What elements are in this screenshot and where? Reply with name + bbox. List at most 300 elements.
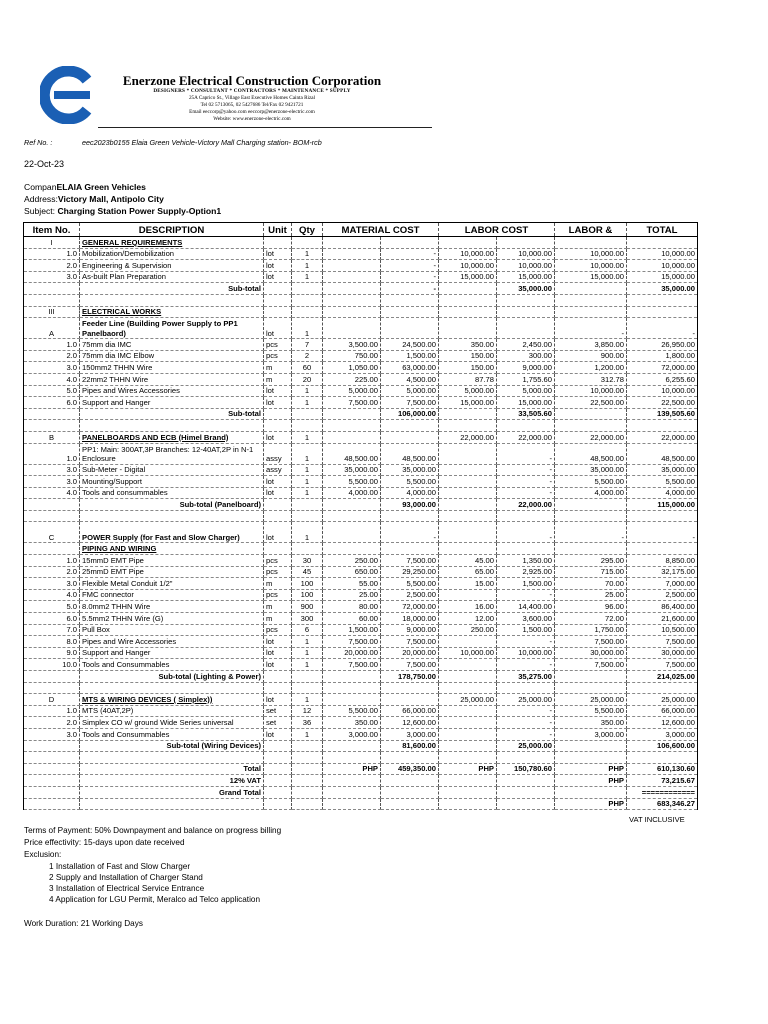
labor-material-unit: 4,000.00 [555, 487, 627, 499]
empty-cell [627, 752, 698, 764]
labor-total: 15,000.00 [497, 271, 555, 283]
sub-number: 10.0 [24, 659, 80, 671]
table-row [24, 717, 698, 729]
row-total: 106,600.00 [627, 740, 698, 752]
empty-cell [381, 543, 439, 555]
labor-unit-cost: 12.00 [439, 613, 497, 625]
company-name: Enerzone Electrical Construction Corporation [122, 73, 382, 88]
empty-cell [439, 671, 497, 683]
empty-cell [80, 294, 264, 306]
table-row [24, 694, 698, 706]
material-unit-cost [323, 694, 381, 706]
row-qty: 1 [292, 318, 323, 339]
row-unit: m [264, 578, 292, 590]
row-description: Mobilization/Demobilization [80, 248, 264, 260]
table-row [24, 589, 698, 601]
item-number: III [24, 306, 80, 318]
empty-cell [264, 671, 292, 683]
row-description: Simplex CO w/ ground Wide Series universal [80, 717, 264, 729]
empty-cell [497, 237, 555, 249]
exclusion-label: Exclusion: [24, 850, 62, 859]
row-qty: 1 [292, 487, 323, 499]
total-label: Total [80, 763, 264, 775]
empty-cell [555, 499, 627, 511]
empty-cell [439, 682, 497, 694]
labor-unit-cost: 10,000.00 [439, 248, 497, 260]
row-qty: 45 [292, 566, 323, 578]
empty-cell [323, 237, 381, 249]
labor-total: 10,000.00 [497, 647, 555, 659]
empty-cell [555, 283, 627, 295]
empty-cell [264, 798, 292, 810]
empty-cell [439, 543, 497, 555]
labor-material-currency: PHP [555, 798, 627, 810]
material-total: 5,500.00 [381, 578, 439, 590]
table-row [24, 601, 698, 613]
labor-material-unit: 48,500.00 [555, 443, 627, 464]
material-currency [323, 786, 381, 798]
empty-cell [264, 283, 292, 295]
labor-material-unit: 22,500.00 [555, 397, 627, 409]
labor-material-unit: 1,750.00 [555, 624, 627, 636]
ref-value: eec2023b0155 Elaia Green Vehicle-Victory Mall Charging station- BOM-rcb [82, 138, 322, 147]
row-qty: 1 [292, 522, 323, 543]
empty-cell [292, 740, 323, 752]
row-description: PP1: Main: 300AT,3P Branches: 12-40AT,2P in N-1 Enclosure [80, 443, 264, 464]
material-total: 5,500.00 [381, 476, 439, 488]
row-total: 139,505.60 [627, 408, 698, 420]
vat-inclusive-note: VAT INCLUSIVE [629, 815, 685, 824]
row-description: Feeder Line (Building Power Supply to PP1 Panelbaord) [80, 318, 264, 339]
empty-cell [555, 543, 627, 555]
labor-total: 25,000.00 [497, 740, 555, 752]
row-total: 10,000.00 [627, 248, 698, 260]
sub-number: 1.0 [24, 339, 80, 351]
row-description: Engineering & Supervision [80, 260, 264, 272]
labor-total: 10,000.00 [497, 260, 555, 272]
labor-total [497, 798, 555, 810]
empty-cell [24, 798, 80, 810]
material-unit-cost [323, 248, 381, 260]
table-row [24, 476, 698, 488]
table-row [24, 636, 698, 648]
row-total: 15,000.00 [627, 271, 698, 283]
labor-unit-cost: 5,000.00 [439, 385, 497, 397]
empty-cell [264, 740, 292, 752]
empty-cell [323, 671, 381, 683]
reference-number [24, 138, 322, 147]
labor-total [497, 318, 555, 339]
row-qty: 2 [292, 350, 323, 362]
empty-cell [323, 682, 381, 694]
material-unit-cost: 55.00 [323, 578, 381, 590]
material-currency [323, 798, 381, 810]
table-row [24, 397, 698, 409]
empty-cell [497, 752, 555, 764]
labor-currency: PHP [439, 763, 497, 775]
labor-material-unit: 3,000.00 [555, 728, 627, 740]
header-total: TOTAL [627, 223, 698, 237]
material-unit-cost: 3,000.00 [323, 728, 381, 740]
subtotal-label: Sub-total (Lighting & Power) [80, 671, 264, 683]
row-total: 86,400.00 [627, 601, 698, 613]
labor-unit-cost: 45.00 [439, 555, 497, 567]
empty-cell [80, 510, 264, 522]
table-row [24, 350, 698, 362]
labor-total: 14,400.00 [497, 601, 555, 613]
row-unit: lot [264, 647, 292, 659]
row-total: 2,500.00 [627, 589, 698, 601]
material-total: 81,600.00 [381, 740, 439, 752]
exclusion-item: 4 Application for LGU Permit, Meralco ad Telco application [49, 895, 261, 904]
labor-material-unit: 10,000.00 [555, 385, 627, 397]
row-description: 25mmD EMT Pipe [80, 566, 264, 578]
row-unit: lot [264, 728, 292, 740]
header-qty: Qty [292, 223, 323, 237]
table-row [24, 613, 698, 625]
empty-cell [24, 752, 80, 764]
empty-cell [24, 775, 80, 787]
subtotal-label: Sub-total [80, 408, 264, 420]
material-unit-cost: 7,500.00 [323, 397, 381, 409]
empty-cell [24, 740, 80, 752]
row-description: Tools and consummables [80, 487, 264, 499]
material-unit-cost: 60.00 [323, 613, 381, 625]
labor-total: - [497, 487, 555, 499]
row-total: 30,000.00 [627, 647, 698, 659]
client-company [24, 182, 146, 192]
empty-cell [323, 420, 381, 432]
sub-number: 3.0 [24, 578, 80, 590]
material-total: 4,500.00 [381, 373, 439, 385]
empty-cell [264, 510, 292, 522]
empty-cell [439, 752, 497, 764]
labor-unit-cost: 15.00 [439, 578, 497, 590]
material-total: 18,000.00 [381, 613, 439, 625]
row-total: 5,500.00 [627, 476, 698, 488]
table-row [24, 624, 698, 636]
bill-of-materials [23, 222, 697, 810]
material-total [381, 798, 439, 810]
row-qty: 1 [292, 385, 323, 397]
empty-cell [292, 671, 323, 683]
material-unit-cost [323, 431, 381, 443]
row-qty: 1 [292, 248, 323, 260]
empty-cell [24, 499, 80, 511]
material-total: 7,500.00 [381, 659, 439, 671]
row-total: 12,600.00 [627, 717, 698, 729]
labor-total [497, 775, 555, 787]
sub-number: 7.0 [24, 624, 80, 636]
material-currency [323, 775, 381, 787]
subject-label: Subject: [24, 206, 58, 216]
empty-cell [292, 306, 323, 318]
labor-unit-cost: 150.00 [439, 362, 497, 374]
row-unit: lot [264, 636, 292, 648]
row-qty: 1 [292, 431, 323, 443]
labor-total: 300.00 [497, 350, 555, 362]
labor-unit-cost: 22,000.00 [439, 431, 497, 443]
item-number [24, 543, 80, 555]
empty-cell [292, 798, 323, 810]
row-description: 15mmD EMT Pipe [80, 555, 264, 567]
labor-unit-cost [439, 487, 497, 499]
subtotal-row [24, 740, 698, 752]
empty-cell [292, 510, 323, 522]
empty-cell [439, 237, 497, 249]
row-unit: pcs [264, 566, 292, 578]
row-total: 6,255.60 [627, 373, 698, 385]
empty-cell [292, 543, 323, 555]
section-header-row [24, 237, 698, 249]
client-address-value: Victory Mall, Antipolo City [57, 194, 164, 204]
row-qty: 1 [292, 397, 323, 409]
empty-cell [264, 786, 292, 798]
empty-cell [292, 763, 323, 775]
material-unit-cost [323, 522, 381, 543]
empty-cell [292, 775, 323, 787]
table-row [24, 555, 698, 567]
material-unit-cost [323, 260, 381, 272]
material-total: 7,500.00 [381, 397, 439, 409]
labor-total: 22,000.00 [497, 431, 555, 443]
labor-unit-cost [439, 717, 497, 729]
table-row [24, 318, 698, 339]
material-total: - [381, 248, 439, 260]
row-description: Flexible Metal Conduit 1/2" [80, 578, 264, 590]
row-unit: lot [264, 397, 292, 409]
material-total: 178,750.00 [381, 671, 439, 683]
empty-cell [555, 408, 627, 420]
table-row [24, 271, 698, 283]
labor-total: - [497, 589, 555, 601]
labor-total: - [497, 476, 555, 488]
material-total: - [381, 260, 439, 272]
material-total: - [381, 522, 439, 543]
labor-total: - [497, 717, 555, 729]
row-unit: m [264, 362, 292, 374]
total-row [24, 775, 698, 787]
labor-total: - [497, 636, 555, 648]
letterhead [40, 66, 392, 126]
subject [24, 206, 221, 216]
row-total: 10,500.00 [627, 624, 698, 636]
sub-number: 2.0 [24, 350, 80, 362]
empty-cell [497, 306, 555, 318]
row-total: 10,000.00 [627, 385, 698, 397]
labor-material-unit: - [555, 318, 627, 339]
empty-cell [381, 752, 439, 764]
row-qty: 20 [292, 373, 323, 385]
empty-cell [264, 682, 292, 694]
material-unit-cost: 7,500.00 [323, 659, 381, 671]
empty-cell [439, 294, 497, 306]
table-row [24, 728, 698, 740]
labor-unit-cost: 16.00 [439, 601, 497, 613]
header-material-cost: MATERIAL COST [323, 223, 439, 237]
empty-cell [497, 682, 555, 694]
material-total [381, 431, 439, 443]
empty-cell [555, 740, 627, 752]
row-description: Sub-Meter - Digital [80, 464, 264, 476]
company-email: Email eeccorp@yahoo.com eeccorp@enerzone-electric.com [189, 109, 315, 115]
empty-cell [627, 294, 698, 306]
letterhead-divider [98, 127, 432, 128]
row-qty: 1 [292, 443, 323, 464]
labor-material-currency: PHP [555, 763, 627, 775]
blank-row [24, 294, 698, 306]
labor-total: 22,000.00 [497, 499, 555, 511]
blank-row [24, 420, 698, 432]
row-description: ELECTRICAL WORKS [80, 306, 264, 318]
empty-cell [264, 294, 292, 306]
labor-total: 150,780.60 [497, 763, 555, 775]
row-description: Mounting/Support [80, 476, 264, 488]
empty-cell [381, 420, 439, 432]
section-header-row [24, 543, 698, 555]
empty-cell [80, 420, 264, 432]
row-description: GENERAL REQUIREMENTS [80, 237, 264, 249]
row-qty: 60 [292, 362, 323, 374]
header-item-no: Item No. [24, 223, 80, 237]
exclusion-item: 2 Supply and Installation of Charger Stand [49, 873, 203, 882]
labor-material-unit: 96.00 [555, 601, 627, 613]
row-total: 25,000.00 [627, 694, 698, 706]
labor-material-unit: 715.00 [555, 566, 627, 578]
labor-total: 1,350.00 [497, 555, 555, 567]
row-description: 75mm dia IMC Elbow [80, 350, 264, 362]
labor-material-unit: 35,000.00 [555, 464, 627, 476]
row-total: 7,000.00 [627, 578, 698, 590]
empty-cell [292, 408, 323, 420]
labor-unit-cost [439, 659, 497, 671]
company-address: 25A Caprico St., Village East Executive Homes Cainta Rizal [188, 95, 316, 101]
material-unit-cost: 250.00 [323, 555, 381, 567]
row-unit: pcs [264, 339, 292, 351]
labor-material-currency [555, 786, 627, 798]
labor-unit-cost: 25,000.00 [439, 694, 497, 706]
sub-number: 2.0 [24, 260, 80, 272]
empty-cell [439, 510, 497, 522]
table-row [24, 659, 698, 671]
sub-number: 8.0 [24, 636, 80, 648]
empty-cell [381, 294, 439, 306]
empty-cell [24, 420, 80, 432]
company-tel: Tel 02 5713065, 02 5427686 Tel/Fax 02 9421721 [200, 102, 304, 108]
material-unit-cost: 1,500.00 [323, 624, 381, 636]
empty-cell [24, 763, 80, 775]
empty-cell [24, 682, 80, 694]
row-description: PIPING AND WIRING [80, 543, 264, 555]
subtotal-row [24, 671, 698, 683]
labor-unit-cost: 10,000.00 [439, 260, 497, 272]
labor-total: 1,500.00 [497, 624, 555, 636]
row-total: 21,600.00 [627, 613, 698, 625]
labor-unit-cost [439, 476, 497, 488]
row-unit: lot [264, 318, 292, 339]
empty-cell [264, 499, 292, 511]
row-description: 8.0mm2 THHN Wire [80, 601, 264, 613]
client-address [24, 194, 164, 204]
labor-total: 9,000.00 [497, 362, 555, 374]
row-qty: 1 [292, 271, 323, 283]
material-unit-cost [323, 271, 381, 283]
table-row [24, 385, 698, 397]
row-total: - [627, 522, 698, 543]
material-total: - [381, 271, 439, 283]
row-description: MTS (40AT,2P) [80, 705, 264, 717]
price-validity: Price effectivity: 15-days upon date received [24, 838, 185, 847]
row-total: - [627, 318, 698, 339]
labor-unit-cost [439, 522, 497, 543]
row-total: 10,000.00 [627, 260, 698, 272]
material-unit-cost: 80.00 [323, 601, 381, 613]
empty-cell [439, 283, 497, 295]
labor-material-unit: - [555, 522, 627, 543]
material-total: 9,000.00 [381, 624, 439, 636]
labor-unit-cost: 15,000.00 [439, 271, 497, 283]
empty-cell [439, 408, 497, 420]
labor-material-unit: 70.00 [555, 578, 627, 590]
empty-cell [555, 237, 627, 249]
empty-cell [264, 420, 292, 432]
row-total: 48,500.00 [627, 443, 698, 464]
material-unit-cost: 5,500.00 [323, 476, 381, 488]
empty-cell [323, 740, 381, 752]
sub-number: 9.0 [24, 647, 80, 659]
labor-currency [439, 786, 497, 798]
sub-number: 3.0 [24, 362, 80, 374]
material-unit-cost: 48,500.00 [323, 443, 381, 464]
row-unit: pcs [264, 624, 292, 636]
empty-cell [497, 294, 555, 306]
sub-number: 4.0 [24, 373, 80, 385]
labor-material-unit: 72.00 [555, 613, 627, 625]
empty-cell [264, 306, 292, 318]
labor-material-unit: 30,000.00 [555, 647, 627, 659]
material-unit-cost: 1,050.00 [323, 362, 381, 374]
row-total: 3,000.00 [627, 728, 698, 740]
labor-material-unit: 22,000.00 [555, 431, 627, 443]
labor-total: 2,450.00 [497, 339, 555, 351]
material-unit-cost: 35,000.00 [323, 464, 381, 476]
row-description: As-built Plan Preparation [80, 271, 264, 283]
material-unit-cost: 3,500.00 [323, 339, 381, 351]
empty-cell [264, 543, 292, 555]
row-qty: 12 [292, 705, 323, 717]
blank-row [24, 752, 698, 764]
section-header-row [24, 306, 698, 318]
material-total: 29,250.00 [381, 566, 439, 578]
empty-cell [555, 752, 627, 764]
empty-cell [264, 763, 292, 775]
material-unit-cost: 750.00 [323, 350, 381, 362]
labor-material-unit: 3,850.00 [555, 339, 627, 351]
subtotal-row [24, 499, 698, 511]
labor-unit-cost [439, 728, 497, 740]
labor-material-currency: PHP [555, 775, 627, 787]
client-company-value: ELAIA Green Vehicles [56, 182, 146, 192]
sub-number: 3.0 [24, 464, 80, 476]
empty-cell [381, 682, 439, 694]
empty-cell [292, 294, 323, 306]
row-description: 22mm2 THHN Wire [80, 373, 264, 385]
row-description: 150mm2 THHN Wire [80, 362, 264, 374]
row-total: 610,130.60 [627, 763, 698, 775]
empty-cell [497, 543, 555, 555]
empty-cell [555, 682, 627, 694]
row-unit: lot [264, 476, 292, 488]
